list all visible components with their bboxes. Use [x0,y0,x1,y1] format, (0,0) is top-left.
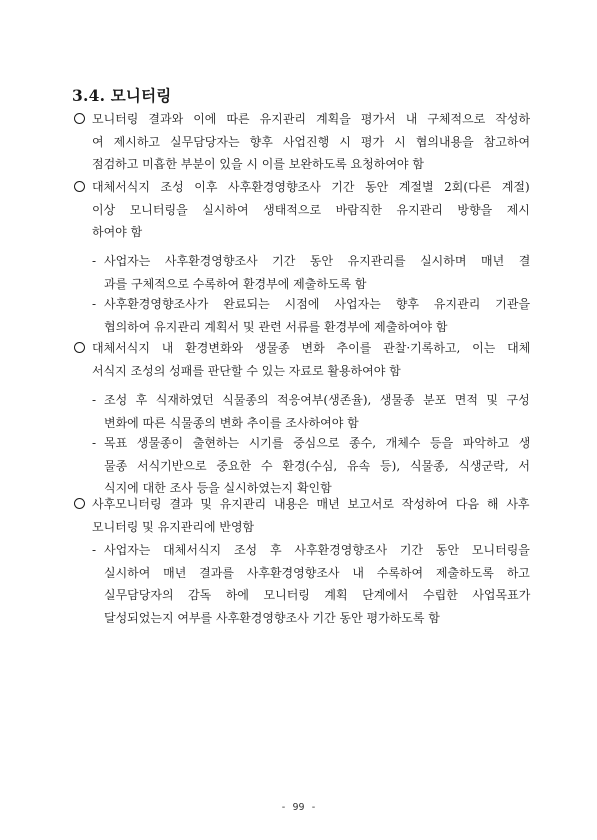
dash-bullet: - [92,436,97,450]
dash-bullet: - [92,297,97,311]
circle-bullet-icon [74,181,85,192]
paragraph-line: 과를 구체적으로 수록하여 환경부에 제출하도록 함 [104,276,367,291]
paragraph-line: 사후모니터링 결과 및 유지관리 내용은 매년 보고서로 작성하여 다음 해 사후 [92,497,530,511]
paragraph-line: 모니터링 결과와 이에 따른 유지관리 계획을 평가서 내 구체적으로 작성하 [92,112,531,126]
paragraph-line: 모니터링 및 유지관리에 반영함 [92,519,255,534]
paragraph-line: 여 제시하고 실무담당자는 향후 사업진행 시 평가 시 협의내용을 참고하여 [92,134,531,149]
paragraph-line: 점검하고 미흡한 부분이 있을 시 이를 보완하도록 요청하여야 함 [92,157,424,171]
paragraph-line: 변화에 따른 식물종의 변화 추이를 조사하여야 함 [104,415,359,430]
paragraph-line: 조성 후 식재하였던 식물종의 적응여부(생존율), 생물종 분포 면적 및 구성 [104,393,530,407]
paragraph-line: 서식지 조성의 성패를 판단할 수 있는 자료로 활용하여야 함 [92,363,401,378]
dash-bullet: - [92,543,97,557]
dash-bullet: - [92,254,97,268]
paragraph-line: 이상 모니터링을 실시하여 생태적으로 바람직한 유지관리 방향을 제시 [92,202,530,217]
paragraph-line: 대체서식지 조성 이후 사후환경영향조사 기간 동안 계절별 2회(다른 계절) [92,180,530,194]
paragraph-line: 실시하여 매년 결과를 사후환경영향조사 내 수록하여 제출하도록 하고 [104,565,530,580]
paragraph-line: 식지에 대한 조사 등을 실시하였는지 확인함 [104,481,332,495]
paragraph-line: 실무담당자의 감독 하에 모니터링 계획 단계에서 수립한 사업목표가 [104,588,531,602]
circle-bullet-icon [74,342,85,353]
circle-bullet-icon [74,498,85,509]
circle-bullet-icon [74,113,85,124]
paragraph-line: 물종 서식기반으로 중요한 수 환경(수심, 유속 등), 식물종, 식생군락, 서 [104,458,530,473]
paragraph-line: 협의하여 유지관리 계획서 및 관련 서류를 환경부에 제출하여야 함 [104,319,448,334]
page-number: - 99 - [280,802,317,813]
section-heading: 3.4. 모니터링 [72,86,172,105]
paragraph-line: 달성되었는지 여부를 사후환경영향조사 기간 동안 평가하도록 함 [104,610,440,625]
paragraph-line: 사업자는 사후환경영향조사 기간 동안 유지관리를 실시하며 매년 결 [104,254,531,268]
paragraph-line: 사업자는 대체서식지 조성 후 사후환경영향조사 기간 동안 모니터링을 [104,543,530,557]
paragraph-line: 목표 생물종이 출현하는 시기를 중심으로 종수, 개체수 등을 파악하고 생 [104,436,531,450]
paragraph-line: 대체서식지 내 환경변화와 생물종 변화 추이를 관찰·기록하고, 이는 대체 [92,341,531,355]
dash-bullet: - [92,393,97,407]
paragraph-line: 하여야 함 [92,225,143,239]
paragraph-line: 사후환경영향조사가 완료되는 시점에 사업자는 향후 유지관리 기관을 [104,297,531,311]
